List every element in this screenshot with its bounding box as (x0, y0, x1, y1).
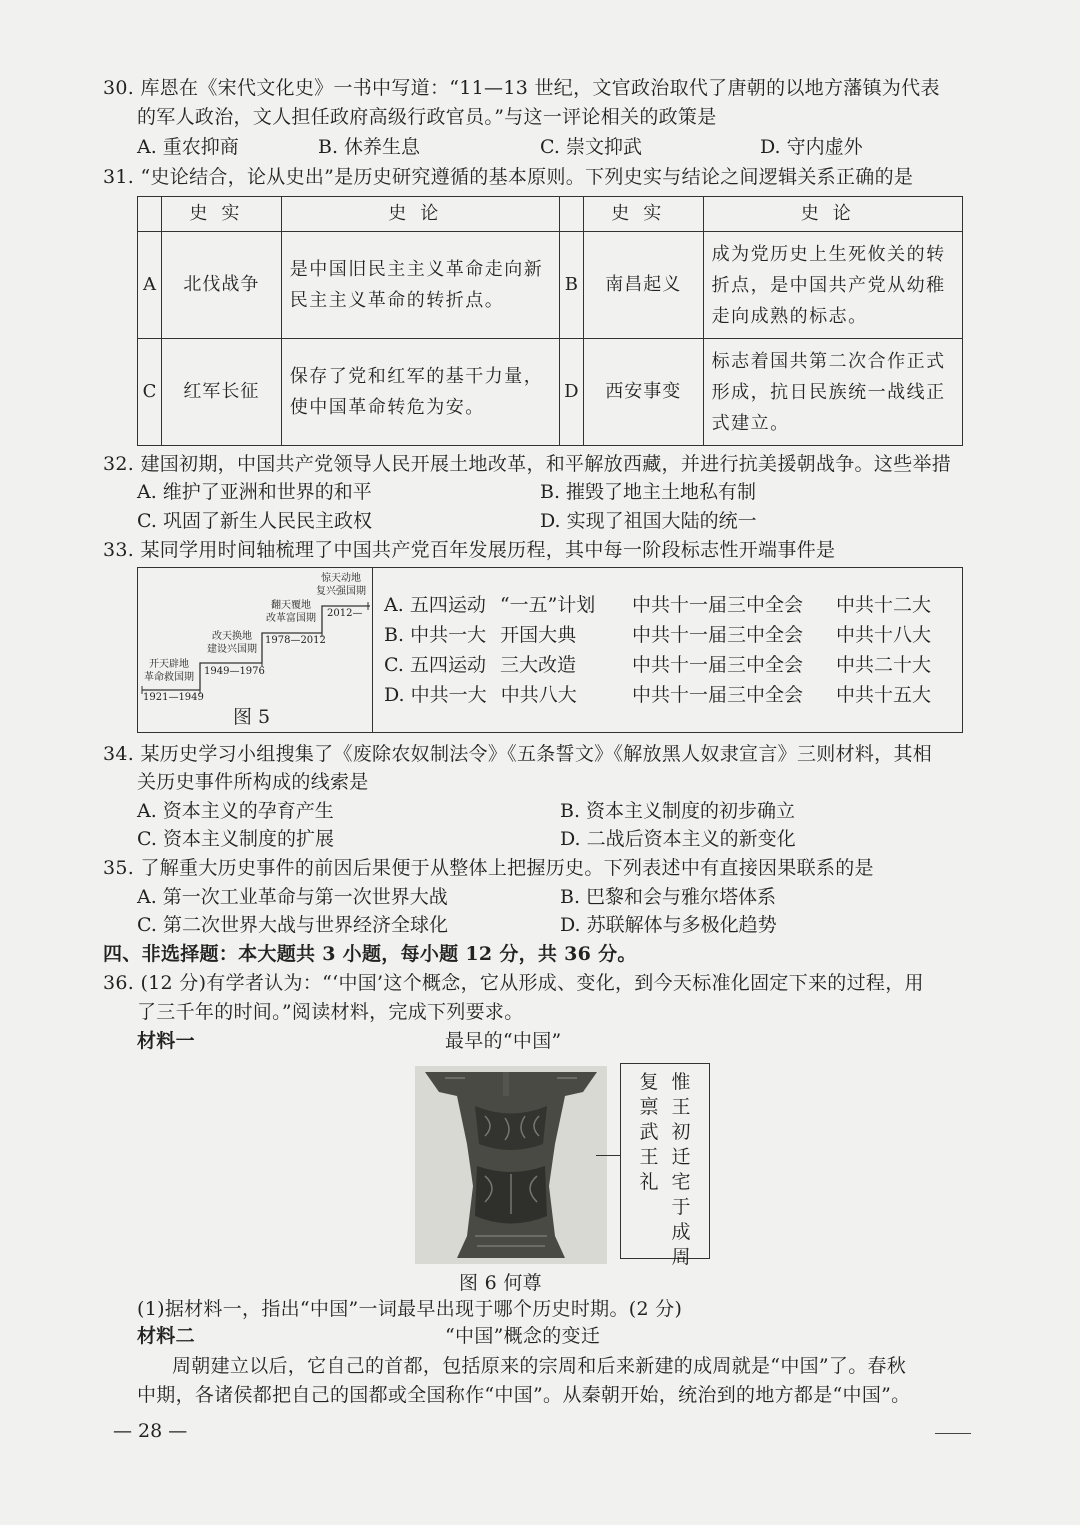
step-3-label-bottom: 改革富国期 (266, 613, 316, 624)
q36-sub-question-1: (1)据材料一，指出“中国”一词最早出现于哪个历史时期。(2 分) (137, 1298, 683, 1320)
option-event-1: 五四运动 (409, 594, 486, 616)
q33-figure-box (137, 567, 963, 733)
header-fact-2: 史实 (583, 197, 703, 232)
q34-option-b: B. 资本主义制度的初步确立 (560, 800, 796, 822)
option-event-1: 中共一大 (410, 624, 487, 646)
row-fact-2: 西安事变 (583, 339, 703, 446)
vessel-photo (415, 1066, 607, 1264)
q32-option-b: B. 摧毁了地主土地私有制 (540, 481, 757, 503)
row-fact: 红军长征 (161, 339, 281, 446)
q34-option-d: D. 二战后资本主义的新变化 (560, 828, 796, 850)
option-event-2: 三大改造 (500, 654, 577, 676)
q34-stem-line1: 34. 某历史学习小组搜集了《废除农奴制法令》《五条誓文》《解放黑人奴隶宣言》三则材料，其相 (103, 743, 933, 765)
option-event-1: 中共一大 (410, 684, 487, 706)
row-fact: 北伐战争 (161, 232, 281, 339)
row-letter: A (138, 232, 162, 339)
option-event-3: 中共十一届三中全会 (632, 594, 804, 616)
option-event-3: 中共十一届三中全会 (632, 624, 804, 646)
q35-option-c: C. 第二次世界大战与世界经济全球化 (137, 914, 448, 936)
material-2-title: “中国”概念的变迁 (445, 1325, 601, 1347)
figure-6-caption: 图 6 何尊 (459, 1272, 542, 1294)
step-1-label-bottom: 革命救国期 (144, 672, 194, 683)
q33-option-b (384, 622, 932, 648)
option-letter: A. (384, 594, 404, 616)
q31-table (137, 196, 963, 446)
q35-stem: 35. 了解重大历史事件的前因后果便于从整体上把握历史。下列表述中有直接因果联系的是 (103, 857, 874, 879)
q32-option-a: A. 维护了亚洲和世界的和平 (137, 481, 372, 503)
q32-option-c: C. 巩固了新生人民民主政权 (137, 510, 372, 532)
header-claim: 史论 (281, 197, 559, 232)
q36-stem-line2: 了三千年的时间。”阅读材料，完成下列要求。 (137, 1001, 524, 1023)
timeline-step-3-label (266, 599, 316, 625)
inscription-column-1: 惟王初迁宅于成周 (671, 1071, 691, 1268)
timeline-step-1-label (144, 658, 194, 684)
option-letter: D. (384, 684, 405, 706)
he-zun-vessel-image (415, 1066, 607, 1264)
figure-5-caption: 图 5 (233, 706, 271, 728)
option-event-4: 中共十五大 (836, 684, 932, 706)
option-event-2: “一五”计划 (499, 594, 596, 616)
page-number: — 28 — (113, 1420, 188, 1442)
row-letter-2: B (559, 232, 583, 339)
option-event-3: 中共十一届三中全会 (632, 684, 804, 706)
q33-option-c (384, 652, 932, 678)
option-event-3: 中共十一届三中全会 (632, 654, 804, 676)
row-claim-2: 标志着国共第二次合作正式形成，抗日民族统一战线正式建立。 (703, 339, 962, 446)
material-1-title: 最早的“中国” (445, 1030, 562, 1052)
material-2-line2: 中期，各诸侯都把自己的国都或全国称作“中国”。从秦朝开始，统治到的地方都是“中国”。 (137, 1384, 911, 1406)
q35-option-a: A. 第一次工业革命与第一次世界大战 (137, 886, 448, 908)
step-3-label-top: 翻天覆地 (271, 600, 311, 611)
q34-stem-line2: 关历史事件所构成的线索是 (137, 771, 369, 793)
header-fact: 史实 (161, 197, 281, 232)
q30-option-c: C. 崇文抑武 (540, 136, 642, 158)
section-4-heading: 四、非选择题：本大题共 3 小题，每小题 12 分，共 36 分。 (103, 943, 637, 965)
step-2-label-top: 改天换地 (212, 631, 252, 642)
row-claim-2: 成为党历史上生死攸关的转折点，是中国共产党从幼稚走向成熟的标志。 (703, 232, 962, 339)
q31-stem: 31. “史论结合，论从史出”是历史研究遵循的基本原则。下列史实与结论之间逻辑关系正确的是 (103, 166, 914, 188)
row-letter: C (138, 339, 162, 446)
q33-option-d (384, 682, 932, 708)
option-letter: B. (384, 624, 405, 646)
timeline-step-2-label (207, 630, 257, 656)
option-letter: C. (384, 654, 404, 676)
q30-stem-line2: 的军人政治，文人担任政府高级行政官员。”与这一评论相关的政策是 (137, 106, 717, 128)
q30-option-d: D. 守内虚外 (760, 136, 863, 158)
q30-option-b: B. 休养生息 (318, 136, 421, 158)
material-1-label: 材料一 (137, 1030, 195, 1052)
inscription-column-2: 复禀武王礼 (639, 1071, 659, 1193)
timeline-step-3-years: 1978—2012 (265, 635, 326, 646)
table-row (138, 232, 963, 339)
q33-stem: 33. 某同学用时间轴梳理了中国共产党百年发展历程，其中每一阶段标志性开端事件是 (103, 539, 836, 561)
timeline-step-1-years: 1921—1949 (143, 692, 204, 703)
timeline-step-4-label (316, 572, 366, 598)
timeline-step-2-years: 1949—1976 (204, 666, 265, 677)
step-4-label-top: 惊天动地 (321, 573, 361, 584)
q32-option-d: D. 实现了祖国大陆的统一 (540, 510, 757, 532)
q35-option-b: B. 巴黎和会与雅尔塔体系 (560, 886, 777, 908)
option-event-4: 中共十二大 (836, 594, 932, 616)
option-event-4: 中共十八大 (836, 624, 932, 646)
header-claim-2: 史论 (703, 197, 962, 232)
q35-option-d: D. 苏联解体与多极化趋势 (560, 914, 777, 936)
q36-stem-line1: 36. (12 分)有学者认为：“‘中国’这个概念，它从形成、变化，到今天标准化固定下来的过程，用 (103, 972, 924, 994)
option-event-2: 开国大典 (500, 624, 577, 646)
q32-stem: 32. 建国初期，中国共产党领导人民开展土地改革，和平解放西藏，并进行抗美援朝战争。这些举措 (103, 453, 952, 475)
q30-stem-line1: 30. 库恩在《宋代文化史》一书中写道：“11—13 世纪，文官政治取代了唐朝的以地方藩镇为代表 (103, 77, 940, 99)
option-event-2: 中共八大 (500, 684, 577, 706)
step-2-label-bottom: 建设兴国期 (207, 644, 257, 655)
q33-option-a (384, 592, 932, 618)
inscription-box (620, 1063, 710, 1268)
material-2-label: 材料二 (137, 1325, 195, 1347)
material-2-line1: 周朝建立以后，它自己的首都，包括原来的宗周和后来新建的成周就是“中国”了。春秋 (172, 1355, 907, 1377)
row-fact-2: 南昌起义 (583, 232, 703, 339)
figure-connector-line (596, 1155, 621, 1156)
timeline-step-4-years: 2012— (327, 608, 363, 619)
table-row (138, 339, 963, 446)
option-event-4: 中共二十大 (836, 654, 932, 676)
row-claim: 是中国旧民主主义革命走向新民主主义革命的转折点。 (281, 232, 559, 339)
row-claim: 保存了党和红军的基干力量，使中国革命转危为安。 (281, 339, 559, 446)
step-1-label-top: 开天辟地 (149, 659, 189, 670)
option-event-1: 五四运动 (409, 654, 486, 676)
row-letter-2: D (559, 339, 583, 446)
q31-table-header (138, 197, 963, 232)
q34-option-c: C. 资本主义制度的扩展 (137, 828, 334, 850)
footer-rule (935, 1433, 971, 1434)
q34-option-a: A. 资本主义的孕育产生 (137, 800, 334, 822)
q30-option-a: A. 重农抑商 (137, 136, 239, 158)
figure-divider (372, 568, 373, 732)
step-4-label-bottom: 复兴强国期 (316, 586, 366, 597)
